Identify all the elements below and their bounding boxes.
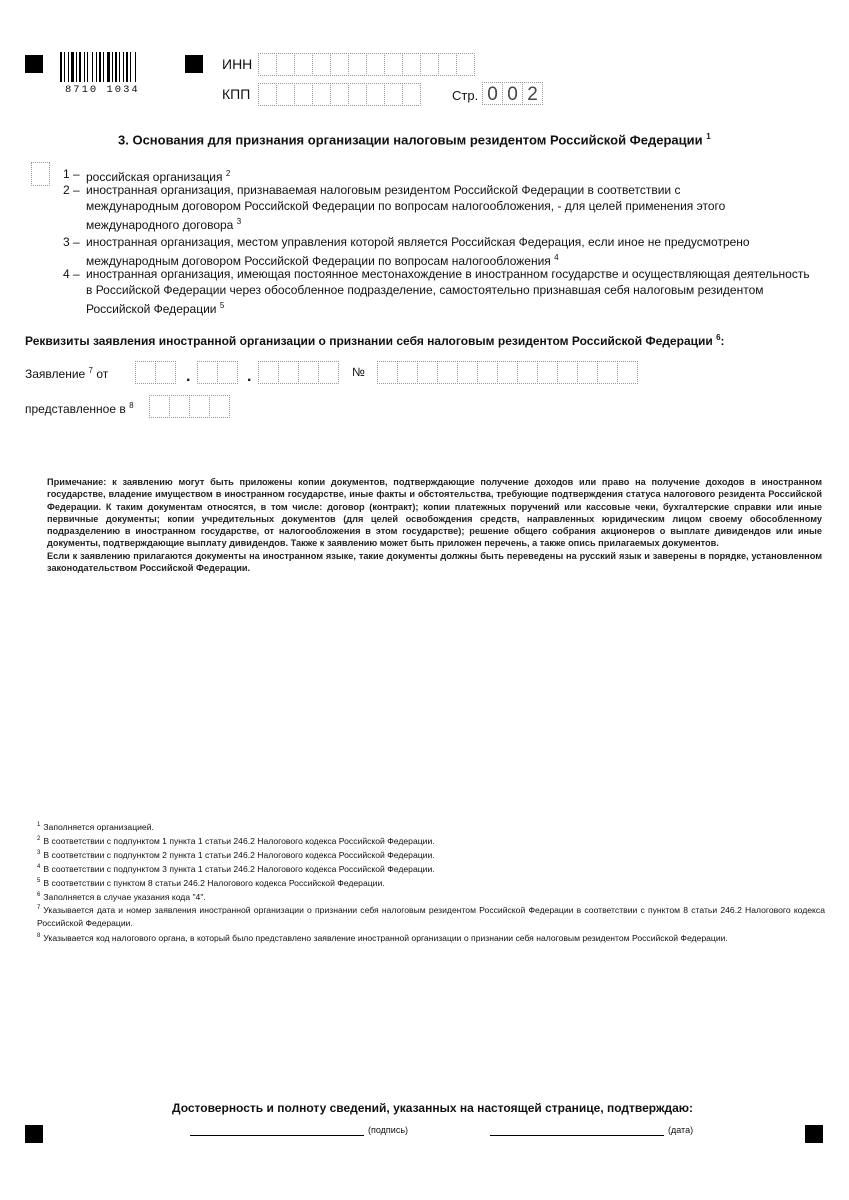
footnote-number: 1 <box>37 822 41 828</box>
input-cell[interactable] <box>189 395 210 418</box>
statement-year-field[interactable] <box>258 361 338 384</box>
footnote-ref: 6 <box>716 333 721 342</box>
input-cell[interactable] <box>312 83 331 106</box>
date-separator: . <box>186 368 191 385</box>
input-cell[interactable] <box>366 53 385 76</box>
barcode <box>60 52 162 94</box>
option-text: иностранная организация, признаваемая налоговым резидентом Российской Федерации в соответствии с <box>86 183 681 197</box>
input-cell[interactable] <box>384 53 403 76</box>
input-cell[interactable] <box>149 395 170 418</box>
input-cell[interactable] <box>348 53 367 76</box>
from-label: от <box>96 367 109 381</box>
footnote-ref: 8 <box>129 401 134 410</box>
submitted-label-text: представленное в <box>25 402 126 416</box>
footnote-ref: 2 <box>225 169 231 178</box>
barcode-bar <box>123 52 124 82</box>
input-cell[interactable] <box>217 361 238 384</box>
option-text: в Российской Федерации через обособленное подразделение, самостоятельно признавшая себя налоговым резидентом <box>86 283 764 297</box>
page-digit: 0 <box>482 82 503 105</box>
option-text: российская организация $^2$ <box>86 169 231 184</box>
input-cell[interactable] <box>348 83 367 106</box>
footnote-text: В соответствии с подпунктом 2 пункта 1 статьи 246.2 Налогового кодекса Российской Федерации. <box>43 849 435 860</box>
basis-option <box>63 182 833 233</box>
barcode-bar <box>64 52 65 82</box>
footnote-number: 6 <box>37 892 41 898</box>
barcode-bar <box>112 52 113 82</box>
statement-label-text: Заявление <box>25 367 86 381</box>
footnote <box>37 833 825 848</box>
note-text: Если к заявлению прилагаются документы на иностранном языке, такие документы должны быть переведены на русский язык и заверены в порядке, установленном законодательством Российской Федерации. <box>47 550 822 574</box>
input-cell[interactable] <box>417 361 438 384</box>
option-code: 2 – <box>63 183 80 197</box>
barcode-bar <box>119 52 120 82</box>
barcode-bar <box>99 52 101 82</box>
colon: : <box>720 334 725 348</box>
footnote <box>37 930 825 945</box>
inn-field[interactable] <box>258 53 474 76</box>
barcode-bar <box>115 52 117 82</box>
kpp-field[interactable] <box>258 83 420 106</box>
barcode-bar <box>126 52 128 82</box>
submitted-label <box>25 401 134 416</box>
corner-marker <box>25 1125 43 1143</box>
footnote <box>37 861 825 876</box>
date-label: (дата) <box>668 1125 694 1135</box>
footnote-number: 2 <box>37 836 41 842</box>
footnote-text: Заполняется в случае указания кода "4". <box>43 891 206 902</box>
barcode-bar <box>92 52 93 82</box>
barcode-bar <box>71 52 74 82</box>
footnote-ref: 4 <box>554 253 559 262</box>
input-cell[interactable] <box>209 395 230 418</box>
barcode-bar <box>130 52 131 82</box>
input-cell[interactable] <box>437 361 458 384</box>
input-cell[interactable] <box>366 83 385 106</box>
page-number-field <box>482 82 542 105</box>
input-cell[interactable] <box>402 53 421 76</box>
footnote-ref: 5 <box>219 301 225 310</box>
barcode-bar <box>107 52 110 82</box>
section-title <box>118 132 711 147</box>
barcode-bar <box>68 52 69 82</box>
page-digit: 0 <box>502 82 523 105</box>
option-text: международным договором Российской Федерации по вопросам налогообложения, - для целей применения этого <box>86 199 726 213</box>
input-cell[interactable] <box>197 361 218 384</box>
input-cell[interactable] <box>557 361 578 384</box>
date-separator: . <box>247 368 252 385</box>
option-code: 4 – <box>63 267 80 281</box>
option-text: международным договором Российской Федерации по вопросам налогообложения $^4$ <box>86 253 559 268</box>
barcode-bar <box>103 52 104 82</box>
input-cell[interactable] <box>278 361 299 384</box>
input-cell[interactable] <box>298 361 319 384</box>
option-text: иностранная организация, местом управления которой является Российская Федерация, если иное не предусмотрено <box>86 235 750 249</box>
signature-line[interactable] <box>190 1135 364 1136</box>
option-text: Российской Федерации $^5$ <box>86 301 225 316</box>
input-cell[interactable] <box>294 53 313 76</box>
input-cell[interactable] <box>457 361 478 384</box>
barcode-bar <box>76 52 77 82</box>
barcode-number: 8710 1034 <box>65 84 140 96</box>
footnote-number: 4 <box>37 864 41 870</box>
footnote-text: Указывается код налогового органа, в который было представлено заявление иностранной организации о признании себя налоговым резидентом Российской Федерации. <box>43 932 728 943</box>
input-cell[interactable] <box>377 361 398 384</box>
barcode-bar <box>79 52 81 82</box>
input-cell[interactable] <box>477 361 498 384</box>
basis-option <box>63 266 833 317</box>
corner-marker <box>805 1125 823 1143</box>
note <box>47 476 822 574</box>
input-cell[interactable] <box>155 361 176 384</box>
input-cell[interactable] <box>397 361 418 384</box>
footnote-ref: 1 <box>706 132 711 141</box>
confirmation-text: Достоверность и полноту сведений, указанных на настоящей странице, подтверждаю: <box>172 1101 694 1115</box>
footnote <box>37 875 825 890</box>
statement-month-field[interactable] <box>197 361 237 384</box>
input-cell[interactable] <box>402 83 421 106</box>
statement-label <box>25 366 108 381</box>
basis-option <box>63 234 833 269</box>
option-text: иностранная организация, имеющая постоянное местонахождение в иностранном государстве и осуществляющая деятельность <box>86 267 810 281</box>
footnote-number: 5 <box>37 878 41 884</box>
date-line[interactable] <box>490 1135 664 1136</box>
footnote-number: 7 <box>37 905 41 911</box>
input-cell[interactable] <box>420 53 439 76</box>
input-cell[interactable] <box>294 83 313 106</box>
footnote-ref: 3 <box>236 217 242 226</box>
footnote-text: В соответствии с подпунктом 1 пункта 1 статьи 246.2 Налогового кодекса Российской Федерации. <box>43 835 435 846</box>
input-cell[interactable] <box>312 53 331 76</box>
input-cell[interactable] <box>617 361 638 384</box>
statement-number-field[interactable] <box>377 361 637 384</box>
footnote <box>37 847 825 862</box>
page-label: Стр. <box>452 88 479 103</box>
footnote-text: Указывается дата и номер заявления иностранной организации о признании себя налоговым резидентом Российской Федерации в соответствии с пунктом 8 статьи 246.2 Налогового кодекса Российской Федерации. <box>37 904 825 928</box>
footnote-number: 8 <box>37 933 41 939</box>
barcode-bar <box>84 52 85 82</box>
input-cell[interactable] <box>517 361 538 384</box>
input-cell[interactable] <box>456 53 475 76</box>
footnote <box>37 902 825 930</box>
option-code: 1 – <box>63 167 80 181</box>
input-cell[interactable] <box>276 53 295 76</box>
signature-label: (подпись) <box>368 1125 409 1135</box>
input-cell[interactable] <box>318 361 339 384</box>
basis-code-checkbox[interactable] <box>31 162 50 186</box>
input-cell[interactable] <box>330 53 349 76</box>
input-cell[interactable] <box>330 83 349 106</box>
input-cell[interactable] <box>497 361 518 384</box>
input-cell[interactable] <box>577 361 598 384</box>
footnote-text: Заполняется организацией. <box>43 821 154 832</box>
option-code: 3 – <box>63 235 80 249</box>
input-cell[interactable] <box>384 83 403 106</box>
footnote <box>37 819 825 834</box>
corner-marker <box>25 55 43 73</box>
input-cell[interactable] <box>537 361 558 384</box>
inn-label: ИНН <box>222 56 253 72</box>
requisites-title <box>25 333 725 348</box>
input-cell[interactable] <box>258 53 277 76</box>
input-cell[interactable] <box>258 83 277 106</box>
footnote-text: В соответствии с подпунктом 3 пункта 1 статьи 246.2 Налогового кодекса Российской Федерации. <box>43 863 435 874</box>
footnote-number: 3 <box>37 850 41 856</box>
input-cell[interactable] <box>276 83 295 106</box>
tax-authority-code-field[interactable] <box>149 395 229 418</box>
barcode-bar <box>96 52 97 82</box>
kpp-label: КПП <box>222 86 251 102</box>
note-label: Примечание: <box>47 477 107 487</box>
footnote-text: В соответствии с пунктом 8 статьи 246.2 Налогового кодекса Российской Федерации. <box>43 877 385 888</box>
number-label: № <box>352 365 365 379</box>
statement-day-field[interactable] <box>135 361 175 384</box>
input-cell[interactable] <box>135 361 156 384</box>
input-cell[interactable] <box>169 395 190 418</box>
corner-marker <box>185 55 203 73</box>
barcode-bar <box>87 52 88 82</box>
footnote-ref: 7 <box>88 366 93 375</box>
requisites-title-text: Реквизиты заявления иностранной организации о признании себя налоговым резидентом Российской Федерации <box>25 334 713 348</box>
barcode-bar <box>60 52 62 82</box>
input-cell[interactable] <box>438 53 457 76</box>
input-cell[interactable] <box>258 361 279 384</box>
option-text: международного договора $^3$ <box>86 217 242 232</box>
barcode-bar <box>135 52 136 82</box>
section-title-text: 3. Основания для признания организации налоговым резидентом Российской Федерации <box>118 132 703 148</box>
note-text: к заявлению могут быть приложены копии документов, подтверждающие получение доходов или право на получение доходов в иностранном государстве, владение имуществом в иностранном государстве, иные факты и обстоятельства, требующие подтверждения статуса налогового резидента Российской Федерации. К таким документам относятся, в том числе: договор (контракт); копии платежных поручений или кассовые чеки, бухгалтерские справки или иные первичные документы; копии учредительных документов (для целей освобождения средств, направленных юридическим лицом своему обособленному подразделению в иностранном государстве, от налогообложения в этом государстве); решение общего собрания акционеров о выплате дивидендов или иные документы, подтверждающие выплату дивидендов. Также к заявлению может быть приложен перечень, а также опись прилагаемых документов. <box>47 477 822 549</box>
page-digit: 2 <box>522 82 543 105</box>
input-cell[interactable] <box>597 361 618 384</box>
